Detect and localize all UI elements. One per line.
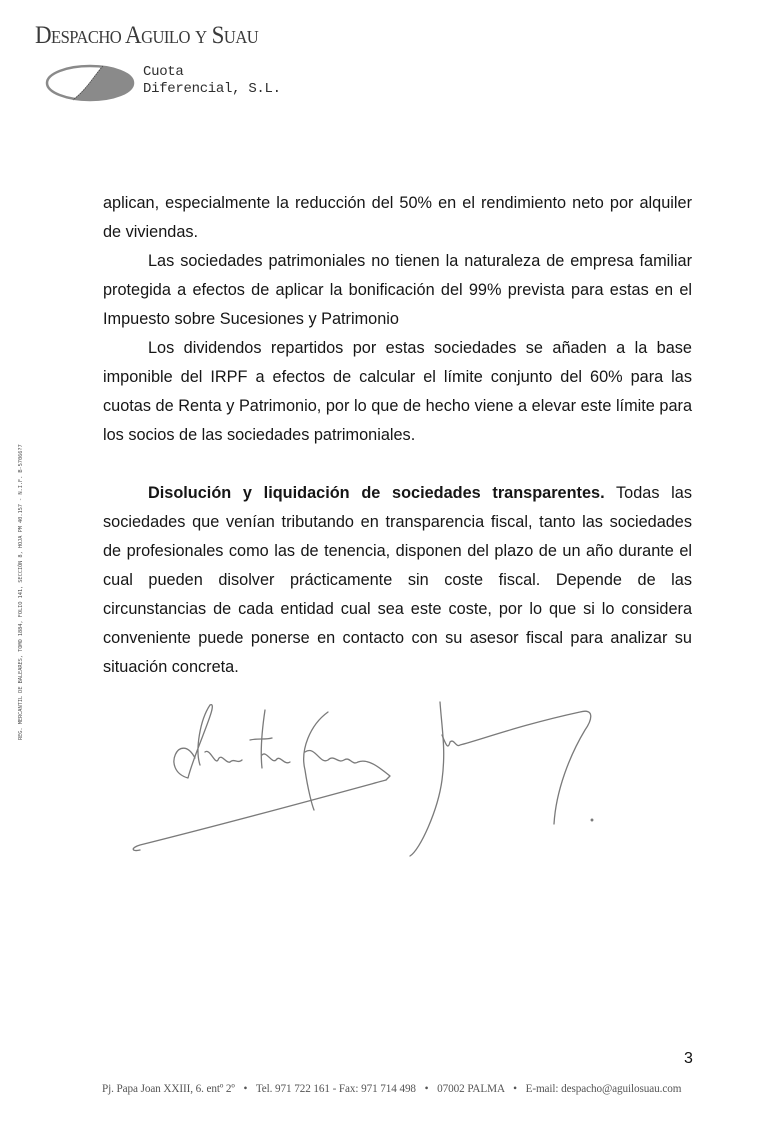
- paragraph-patrimoniales: Las sociedades patrimoniales no tienen la naturaleza de empresa familiar protegida a efectos de aplicar la bonificación del 99% prevista para estas en el Impuesto sobre Sucesiones y Patrimonio: [103, 252, 692, 328]
- handwritten-signature-icon: [100, 690, 620, 870]
- footer-separator: •: [513, 1083, 517, 1095]
- footer-city: 07002 PALMA: [437, 1083, 505, 1095]
- footer-address: Pj. Papa Joan XXIII, 6. entº 2º: [102, 1083, 235, 1095]
- ellipse-logo-icon: [45, 63, 135, 103]
- document-body: [103, 189, 692, 682]
- footer-contact: [102, 1083, 681, 1095]
- paragraph-dividendos: Los dividendos repartidos por estas sociedades se añaden a la base imponible del IRPF a efectos de calcular el límite conjunto del 60% para las cuotas de Renta y Patrimonio, por lo que de hecho viene a elevar este límite para los socios de las sociedades patrimoniales.: [103, 339, 692, 444]
- company-name-line1: Cuota: [143, 64, 184, 80]
- section-heading: Disolución y liquidación de sociedades transparentes.: [148, 484, 605, 502]
- footer-separator: •: [243, 1083, 248, 1095]
- company-name-line2: Diferencial, S.L.: [143, 81, 281, 97]
- letterhead-title: Despacho Aguilo y Suau: [35, 22, 259, 49]
- paragraph-disolucion: [103, 479, 692, 682]
- paragraph-gap: [103, 450, 692, 479]
- footer-separator: •: [424, 1083, 429, 1095]
- section-text: Todas las sociedades que venían tributando en transparencia fiscal, tanto las sociedades de profesionales como las de tenencia, disponen del plazo de un año durante el cual pueden disolver prácticamente sin coste fiscal. Depende de las circunstancias de cada entidad cual sea este coste, por lo que si lo considera conveniente puede ponerse en contacto con su asesor fiscal para analizar su situación concreta.: [103, 484, 692, 676]
- footer-phone-fax: Tel. 971 722 161 - Fax: 971 714 498: [255, 1083, 416, 1095]
- registry-info: REG. MERCANTIL DE BALEARES, TOMO 1884, FOLIO 141, SECCIÓN 8, HOJA PM 40.157 - N.I.F. B-57066?7: [18, 444, 24, 740]
- company-name: [143, 64, 281, 98]
- paragraph-continuation: aplican, especialmente la reducción del 50% en el rendimiento neto por alquiler de viviendas.: [103, 194, 692, 241]
- page-number: 3: [684, 1050, 693, 1067]
- footer-email[interactable]: E-mail: despacho@aguilosuau.com: [525, 1083, 682, 1095]
